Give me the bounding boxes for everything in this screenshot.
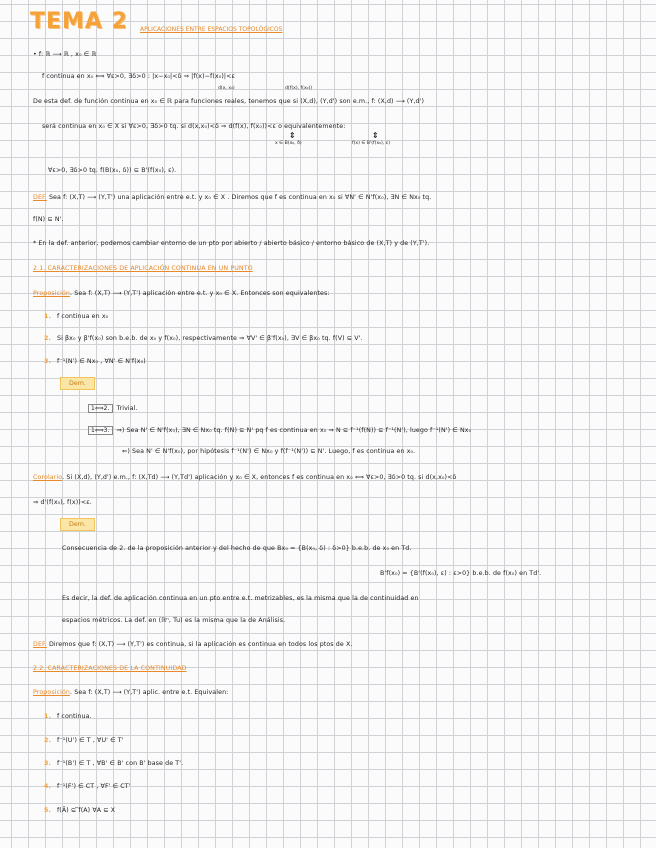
corollary-remark-line-2: espacios métricos. La def. en (ℝⁿ, Tu) es la misma que la de Análisis. [62, 617, 286, 624]
intro-line-2: f continua en x₀ ⟺ ∀ε>0, ∃δ>0 : |x−x₀|<δ ⇒ |f(x)−f(x₀)|<ε [42, 73, 236, 80]
list-item [44, 782, 638, 791]
list-item [44, 712, 638, 721]
corollary-label: Corolario [33, 474, 63, 481]
item-text: f(Ā) ⊆ ̅f(A) ∀A ⊆ X [56, 807, 116, 814]
intro-under-right: d(f(x), f(x₀)) [285, 86, 313, 91]
list-item [44, 357, 638, 366]
item-text: f continua. [56, 713, 92, 720]
equivalence-arrow-icon: ⇕ [289, 131, 296, 140]
proof-1 [88, 404, 638, 413]
corollary-text: . Si (X,d), (Y,d') e.m., f: (X,Td) ⟶ (Y,Td') aplicación y x₀ ∈ X, entonces f es continua en x₀ ⟺ ∀ε>0, ∃δ>0 tq. si d(x,x₀)<δ [62, 474, 457, 481]
item-text: f continua en x₀ [56, 313, 109, 320]
item-text: Si βx₀ y β'f(x₀) son b.e.b. de x₀ y f(x₀), respectivamente ⇒ ∀V' ∈ β'f(x₀), ∃V ∈ βx₀ tq. f(V) ⊆ V'. [56, 335, 363, 342]
definition-1-note: * En la def. anterior, podemos cambiar entorno de un pto por abierto / abierto básico / entorno básico de (X,T) y de (Y,T'). [33, 240, 430, 247]
corollary-proof-line-2: B'f(x₀) = {B'(f(x₀), ε) : ε>0} b.e.b. de f(x₀) en Td'. [380, 570, 542, 577]
section-heading-2-2: 2.2. CARACTERIZACIONES DE LA CONTINUIDAD [33, 665, 187, 672]
definition-label: DEF. [33, 194, 47, 201]
list-item [44, 806, 638, 815]
item-number: 2. [44, 335, 51, 342]
proof-label: 1⟺2. [88, 404, 113, 413]
item-number: 4. [44, 783, 51, 790]
definition-1-line-2: f(N) ⊆ N'. [33, 216, 64, 223]
corollary-remark-line-1: Es decir, la def. de aplicación continua en un pto entre e.t. metrizables, es la misma que la de continuidad en [62, 595, 419, 602]
item-number: 2. [44, 737, 51, 744]
dem-box: Dem. [60, 377, 95, 390]
definition-text: Diremos que f: (X,T) ⟶ (Y,T') es continua, si la aplicación es continua en todos los ptos de X. [48, 641, 353, 648]
proposition-label: Proposición [33, 689, 71, 696]
list-item [44, 759, 638, 768]
definition-2 [33, 640, 638, 649]
intro-line-5: ∀ε>0, ∃δ>0 tq. f(B(x₀, δ)) ⊆ B'(f(x₀), ε). [48, 167, 177, 174]
item-number: 3. [44, 358, 51, 365]
intro-under-ball-right: f(x) ∈ B'(f(x₀), ε) [352, 141, 391, 146]
proposition-1 [33, 289, 638, 298]
definition-label: DEF. [33, 641, 47, 648]
item-number: 1. [44, 313, 51, 320]
list-item [44, 334, 638, 343]
item-text: f⁻¹(U') ∈ T , ∀U' ∈ T' [56, 737, 124, 744]
proposition-2 [33, 688, 638, 697]
item-number: 5. [44, 807, 51, 814]
intro-line-4: será continua en x₀ ∈ X si ∀ε>0, ∃δ>0 tq. si d(x,x₀)<δ ⇒ d(f(x), f(x₀))<ε o equivalentemente: [42, 123, 346, 130]
proof-text: ⇒) Sea N' ∈ N'f(x₀), ∃N ∈ Nx₀ tq. f(N) ⊆ N' pq f es continua en x₀ ⇒ N ⊆ f⁻¹(f(N)) ⊆ f⁻¹(N'), luego f⁻¹(N') ∈ Nx₀ [116, 427, 472, 434]
corollary-proof-line-1: Consecuencia de 2. de la proposición anterior y del hecho de que Bx₀ = {B(x₀, δ) : δ>0} b.e.b. de x₀ en Td. [62, 545, 412, 552]
item-number: 3. [44, 760, 51, 767]
page-title: TEMA 2 [30, 9, 128, 34]
definition-1-line-1 [33, 193, 638, 202]
page-subtitle: APLICACIONES ENTRE ESPACIOS TOPOLÓGICOS [140, 26, 283, 33]
proposition-text: . Sea f: (X,T) ⟶ (Y,T') aplicación entre e.t. y x₀ ∈ X. Entonces son equivalentes: [70, 290, 330, 297]
intro-under-left: d(x, x₀) [218, 86, 235, 91]
item-text: f⁻¹(B') ∈ T , ∀B' ∈ B' con B' base de T'. [56, 760, 184, 767]
corollary [33, 473, 638, 482]
item-number: 1. [44, 713, 51, 720]
list-item [44, 736, 638, 745]
proof-2 [88, 426, 638, 435]
item-text: f⁻¹(F') ∈ CT , ∀F' ∈ CT' [56, 783, 131, 790]
corollary-line-2: ⇒ d'(f(x₀), f(x))<ε. [33, 499, 92, 506]
item-text: f⁻¹(N') ∈ Nx₀ , ∀N' ∈ N'f(x₀) [56, 358, 146, 365]
proof-label: 1⟺3. [88, 426, 113, 435]
proposition-label: Proposición [33, 290, 71, 297]
proposition-text: . Sea f: (X,T) ⟶ (Y,T') aplic. entre e.t. Equivalen: [70, 689, 229, 696]
equivalence-arrow-icon: ⇕ [372, 131, 379, 140]
proof-text: Trivial. [116, 405, 138, 412]
definition-text: Sea f: (X,T) ⟶ (Y,T') una aplicación entre e.t. y x₀ ∈ X . Diremos que f es continua en x₀ si ∀N' ∈ N'f(x₀), ∃N ∈ Nx₀ tq. [48, 194, 432, 201]
intro-under-ball-left: x ∈ B(x₀, δ) [275, 141, 302, 146]
proof-2-line-2: ⇐) Sea N' ∈ N'f(x₀), por hipótesis f⁻¹(N') ∈ Nx₀ y f(f⁻¹(N')) ⊆ N'. Luego, f es continua en x₀. [122, 448, 416, 455]
section-heading-2-1: 2.1. CARACTERIZACIONES DE APLICACIÓN CONTINUA EN UN PUNTO [33, 265, 253, 272]
dem-box: Dem. [60, 518, 95, 531]
intro-line-3: De esta def. de función continua en x₀ ∈ ℝ para funciones reales, tenemos que si (X,d), (Y,d') son e.m., f: (X,d) ⟶ (Y,d') [33, 98, 425, 105]
intro-line-1: • f: ℝ ⟶ ℝ , x₀ ∈ ℝ [33, 51, 97, 58]
list-item [44, 312, 638, 321]
